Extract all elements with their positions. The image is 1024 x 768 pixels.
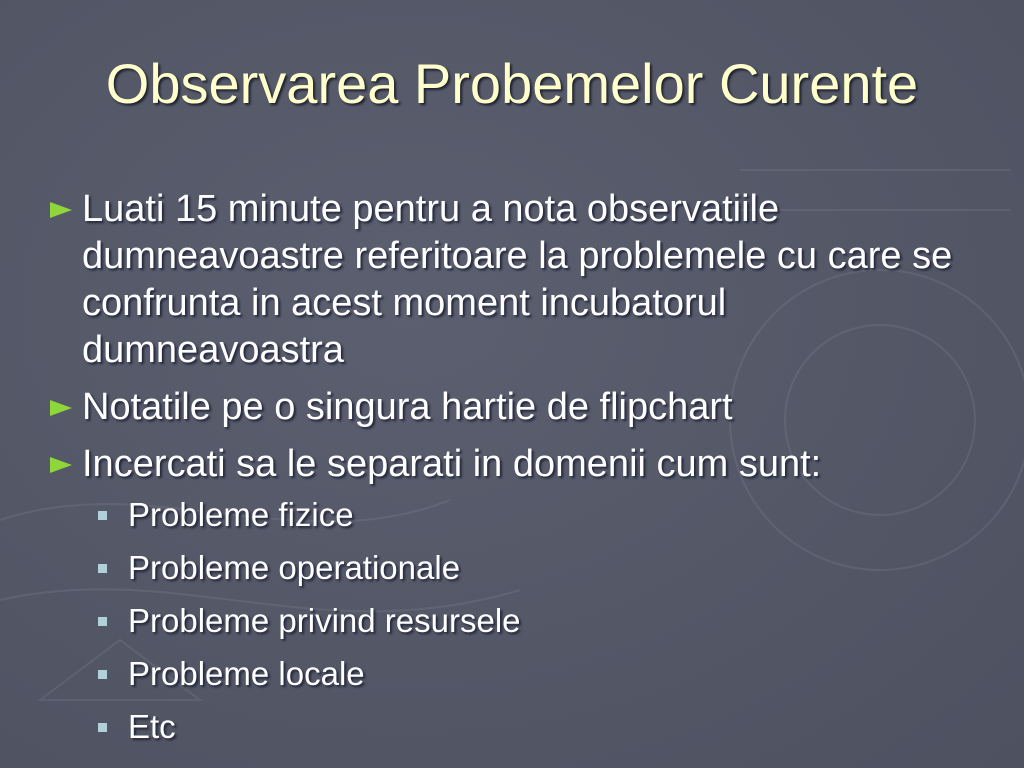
- sub-bullet-item: [98, 653, 988, 695]
- bullet-text: Notatile pe o singura hartie de flipchart: [82, 386, 733, 428]
- sub-bullet-text: Probleme privind resursele: [128, 602, 521, 639]
- sub-bullet-list: [48, 494, 988, 748]
- square-icon: [98, 511, 128, 520]
- sub-bullet-item: [98, 600, 988, 642]
- bullet-item: [48, 441, 988, 488]
- square-icon: [98, 617, 128, 626]
- bullet-text: Incercati sa le separati in domenii cum sunt:: [82, 443, 822, 485]
- sub-bullet-item: [98, 706, 988, 748]
- square-icon: [98, 723, 128, 732]
- sub-bullet-text: Probleme locale: [128, 655, 365, 692]
- sub-bullet-text: Probleme fizice: [128, 496, 354, 533]
- triangle-right-icon: [48, 186, 82, 233]
- bullet-item: [48, 384, 988, 431]
- bullet-list: [48, 186, 988, 759]
- square-icon: [98, 564, 128, 573]
- bullet-text: Luati 15 minute pentru a nota observatiile dumneavoastre referitoare la problemele cu care se confrunta in acest moment incubatorul dumneavoastra: [82, 188, 953, 371]
- sub-bullet-item: [98, 547, 988, 589]
- sub-bullet-text: Etc: [128, 708, 176, 745]
- sub-bullet-item: [98, 494, 988, 536]
- sub-bullet-text: Probleme operationale: [128, 549, 461, 586]
- bullet-item: [48, 186, 988, 374]
- square-icon: [98, 670, 128, 679]
- slide-title: Observarea Probemelor Curente: [105, 52, 919, 115]
- triangle-right-icon: [48, 384, 82, 431]
- triangle-right-icon: [48, 441, 82, 488]
